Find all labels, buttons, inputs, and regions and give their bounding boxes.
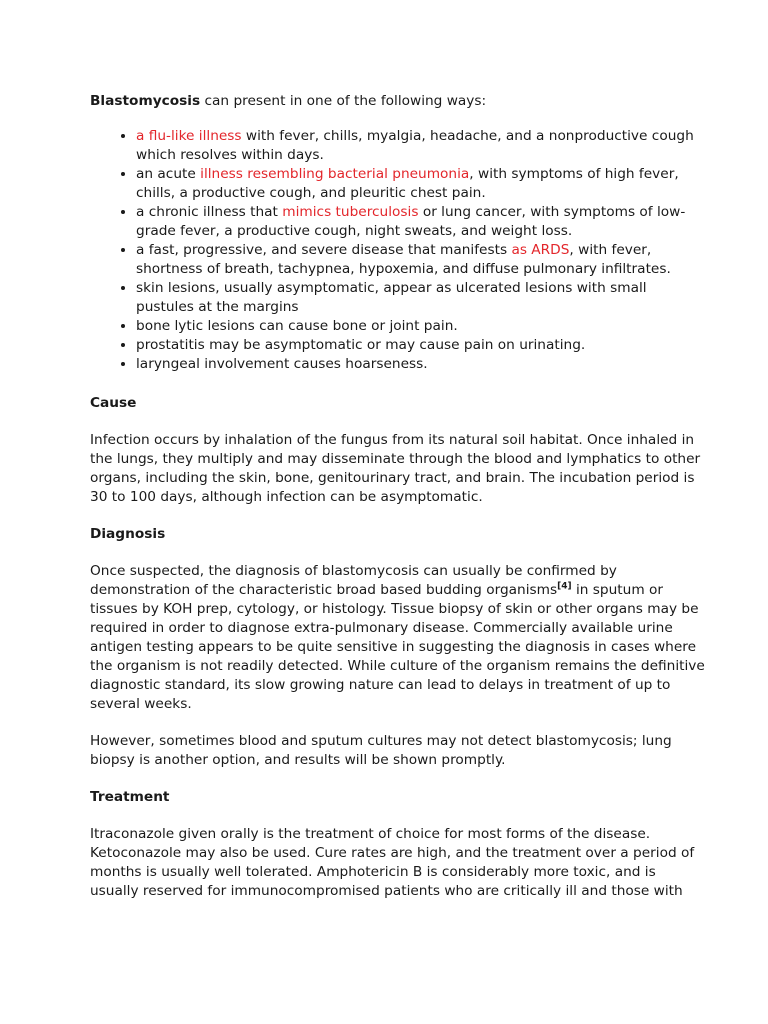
reference-link[interactable]: [4] [557,581,572,592]
list-item: • a fast, progressive, and severe disease that manifests as ARDS, with fever, shortness of breath, tachypnea, hypoxemia, and diffuse pulmonary infiltrates. [136,241,708,279]
presentation-list [90,127,708,374]
diagnosis-paragraph-1: Once suspected, the diagnosis of blastomycosis can usually be confirmed by demonstration of the characteristic broad based budding organisms[4] in sputum or tissues by KOH prep, cytology, or histology. Tissue biopsy of skin or other organs may be required in order to diagnose extra-pulmonary disease. Commercially available urine antigen testing appears to be quite sensitive in suggesting the diagnosis in cases where the organism is not readily detected. While culture of the organism remains the definitive diagnostic standard, its slow growing nature can lead to delays in treatment of up to several weeks. [90,563,705,712]
cause-heading: Cause [90,395,137,411]
link-flu-like-illness[interactable]: a flu-like illness [136,128,242,144]
intro-term: Blastomycosis [90,93,201,109]
link-mimics-tuberculosis[interactable]: mimics tuberculosis [282,204,419,220]
list-item: • an acute illness resembling bacterial pneumonia, with symptoms of high fever, chills, a productive cough, and pleuritic chest pain. [136,165,708,203]
list-item: • a chronic illness that mimics tuberculosis or lung cancer, with symptoms of low-grade fever, a productive cough, night sweats, and weight loss. [136,203,708,241]
treatment-heading: Treatment [90,789,170,805]
cause-paragraph: Infection occurs by inhalation of the fungus from its natural soil habitat. Once inhaled in the lungs, they multiply and may disseminate through the blood and lymphatics to other organs, including the skin, bone, genitourinary tract, and brain. The incubation period is 30 to 100 days, although infection can be asymptomatic. [90,432,701,505]
intro-text: can present in one of the following ways: [200,93,487,109]
list-item: • laryngeal involvement causes hoarseness. [136,355,708,374]
link-as-ards[interactable]: as ARDS [511,242,570,258]
link-bacterial-pneumonia[interactable]: illness resembling bacterial pneumonia [200,166,470,182]
list-item: • prostatitis may be asymptomatic or may cause pain on urinating. [136,336,708,355]
list-item: • bone lytic lesions can cause bone or joint pain. [136,317,708,336]
list-item: • skin lesions, usually asymptomatic, appear as ulcerated lesions with small pustules at the margins [136,279,708,317]
list-item: • a flu-like illness with fever, chills, myalgia, headache, and a nonproductive cough which resolves within days. [136,127,708,165]
diagnosis-heading: Diagnosis [90,526,166,542]
treatment-paragraph: Itraconazole given orally is the treatment of choice for most forms of the disease. Ketoconazole may also be used. Cure rates are high, and the treatment over a period of months is usually well tolerated. Amphotericin B is considerably more toxic, and is usually reserved for immunocompromised patients who are critically ill and those with [90,826,695,899]
intro-paragraph [90,92,708,111]
diagnosis-paragraph-2: However, sometimes blood and sputum cultures may not detect blastomycosis; lung biopsy is another option, and results will be shown promptly. [90,733,672,768]
